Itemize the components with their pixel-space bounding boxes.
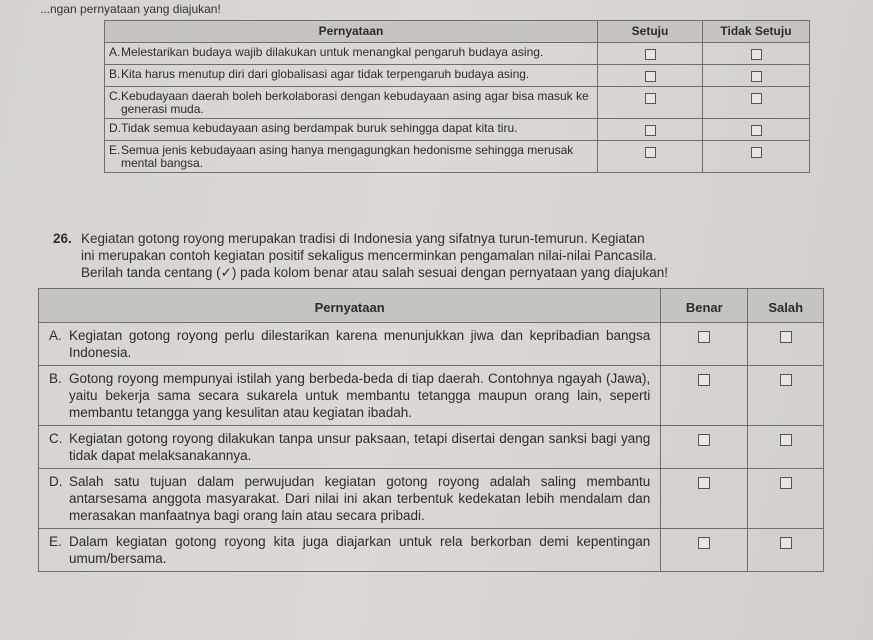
false-checkbox[interactable] <box>780 477 792 489</box>
true-checkbox[interactable] <box>698 434 710 446</box>
table1-header-disagree: Tidak Setuju <box>703 21 810 43</box>
agree-cell <box>598 65 703 87</box>
table-row <box>105 87 810 119</box>
table-row <box>105 43 810 65</box>
table2-header-row <box>39 289 824 323</box>
statement-letter: E. <box>109 143 121 157</box>
table-row <box>39 323 824 366</box>
statement-cell <box>105 119 598 141</box>
statement-cell <box>39 426 661 469</box>
question-26 <box>53 230 823 281</box>
top-instruction: ...ngan pernyataan yang diajukan! <box>40 2 221 16</box>
true-cell <box>661 323 748 366</box>
statement-cell <box>105 65 598 87</box>
statement-letter: C. <box>49 431 63 446</box>
agree-cell <box>598 119 703 141</box>
table-row <box>39 529 824 572</box>
agree-checkbox[interactable] <box>645 125 656 136</box>
false-cell <box>748 529 824 572</box>
false-checkbox[interactable] <box>780 331 792 343</box>
table-row <box>39 366 824 426</box>
table1-header-row <box>105 21 810 43</box>
statement-cell <box>39 529 661 572</box>
disagree-cell <box>703 87 810 119</box>
false-cell <box>748 323 824 366</box>
disagree-cell <box>703 119 810 141</box>
question-line-1: Kegiatan gotong royong merupakan tradisi di Indonesia yang sifatnya turun-temurun. Kegiatan <box>81 231 645 246</box>
false-checkbox[interactable] <box>780 537 792 549</box>
question-line-2: ini merupakan contoh kegiatan positif sekaligus mencerminkan pengamalan nilai-nilai Pancasila. <box>81 248 657 263</box>
disagree-cell <box>703 141 810 173</box>
table1-header-statement: Pernyataan <box>105 21 598 43</box>
true-checkbox[interactable] <box>698 331 710 343</box>
statement-letter: B. <box>49 371 62 386</box>
statement-text: Semua jenis kebudayaan asing hanya mengagungkan hedonisme sehingga merusak mental bangsa. <box>121 143 574 170</box>
statement-letter: D. <box>109 121 121 135</box>
statement-letter: A. <box>49 328 62 343</box>
true-checkbox[interactable] <box>698 374 710 386</box>
table2-header-false: Salah <box>748 289 824 323</box>
agree-cell <box>598 87 703 119</box>
table2-header-statement: Pernyataan <box>39 289 661 323</box>
true-cell <box>661 426 748 469</box>
true-cell <box>661 529 748 572</box>
agree-cell <box>598 43 703 65</box>
statement-text: Dalam kegiatan gotong royong kita juga diajarkan untuk rela berkorban demi kepentingan umum/bersama. <box>69 534 651 566</box>
disagree-cell <box>703 65 810 87</box>
table-row <box>105 119 810 141</box>
statement-letter: A. <box>109 45 121 59</box>
statement-text: Kita harus menutup diri dari globalisasi agar tidak terpengaruh budaya asing. <box>121 67 530 81</box>
statement-text: Salah satu tujuan dalam perwujudan kegiatan gotong royong adalah saling membantu antarsesama anggota masyarakat. Dari nilai ini akan terbentuk kedekatan lebih mendalam dan merasakan manfaatnya bagi orang lain atau secara pribadi. <box>69 474 651 523</box>
disagree-checkbox[interactable] <box>751 125 762 136</box>
agreement-table <box>104 20 810 173</box>
statement-cell <box>39 323 661 366</box>
statement-text: Kegiatan gotong royong perlu dilestarikan karena menunjukkan jiwa dan kepribadian bangsa Indonesia. <box>69 328 651 360</box>
disagree-checkbox[interactable] <box>751 147 762 158</box>
agree-checkbox[interactable] <box>645 147 656 158</box>
disagree-cell <box>703 43 810 65</box>
table1-header-agree: Setuju <box>598 21 703 43</box>
statement-letter: D. <box>49 474 63 489</box>
statement-letter: B. <box>109 67 121 81</box>
table-row <box>39 469 824 529</box>
false-cell <box>748 426 824 469</box>
statement-cell <box>39 366 661 426</box>
agree-cell <box>598 141 703 173</box>
question-line-3: Berilah tanda centang (✓) pada kolom benar atau salah sesuai dengan pernyataan yang diajukan! <box>81 265 668 280</box>
statement-text: Gotong royong mempunyai istilah yang berbeda-beda di tiap daerah. Contohnya ngayah (Jawa), yaitu bekerja sama secara sukarela untuk membantu tetangga maupun orang lain, seperti membantu tetangga yang kesulitan atau kegiatan ibadah. <box>69 371 651 420</box>
question-number: 26. <box>53 231 72 246</box>
true-checkbox[interactable] <box>698 477 710 489</box>
true-cell <box>661 469 748 529</box>
statement-cell <box>105 141 598 173</box>
agree-checkbox[interactable] <box>645 49 656 60</box>
true-cell <box>661 366 748 426</box>
statement-text: Melestarikan budaya wajib dilakukan untuk menangkal pengaruh budaya asing. <box>121 45 544 59</box>
false-cell <box>748 366 824 426</box>
table-row <box>105 141 810 173</box>
statement-cell <box>39 469 661 529</box>
statement-text: Tidak semua kebudayaan asing berdampak buruk sehingga dapat kita tiru. <box>121 121 518 135</box>
false-cell <box>748 469 824 529</box>
statement-cell <box>105 87 598 119</box>
false-checkbox[interactable] <box>780 374 792 386</box>
statement-cell <box>105 43 598 65</box>
statement-text: Kegiatan gotong royong dilakukan tanpa unsur paksaan, tetapi disertai dengan sanksi bagi yang tidak dapat melaksanakannya. <box>69 431 651 463</box>
agree-checkbox[interactable] <box>645 93 656 104</box>
statement-text: Kebudayaan daerah boleh berkolaborasi dengan kebudayaan asing agar bisa masuk ke generasi muda. <box>121 89 589 116</box>
disagree-checkbox[interactable] <box>751 93 762 104</box>
statement-letter: C. <box>109 89 121 103</box>
question-body <box>81 230 823 281</box>
agree-checkbox[interactable] <box>645 71 656 82</box>
true-checkbox[interactable] <box>698 537 710 549</box>
statement-letter: E. <box>49 534 62 549</box>
table-row <box>105 65 810 87</box>
table2-header-true: Benar <box>661 289 748 323</box>
table-row <box>39 426 824 469</box>
false-checkbox[interactable] <box>780 434 792 446</box>
disagree-checkbox[interactable] <box>751 71 762 82</box>
true-false-table <box>38 288 824 572</box>
disagree-checkbox[interactable] <box>751 49 762 60</box>
